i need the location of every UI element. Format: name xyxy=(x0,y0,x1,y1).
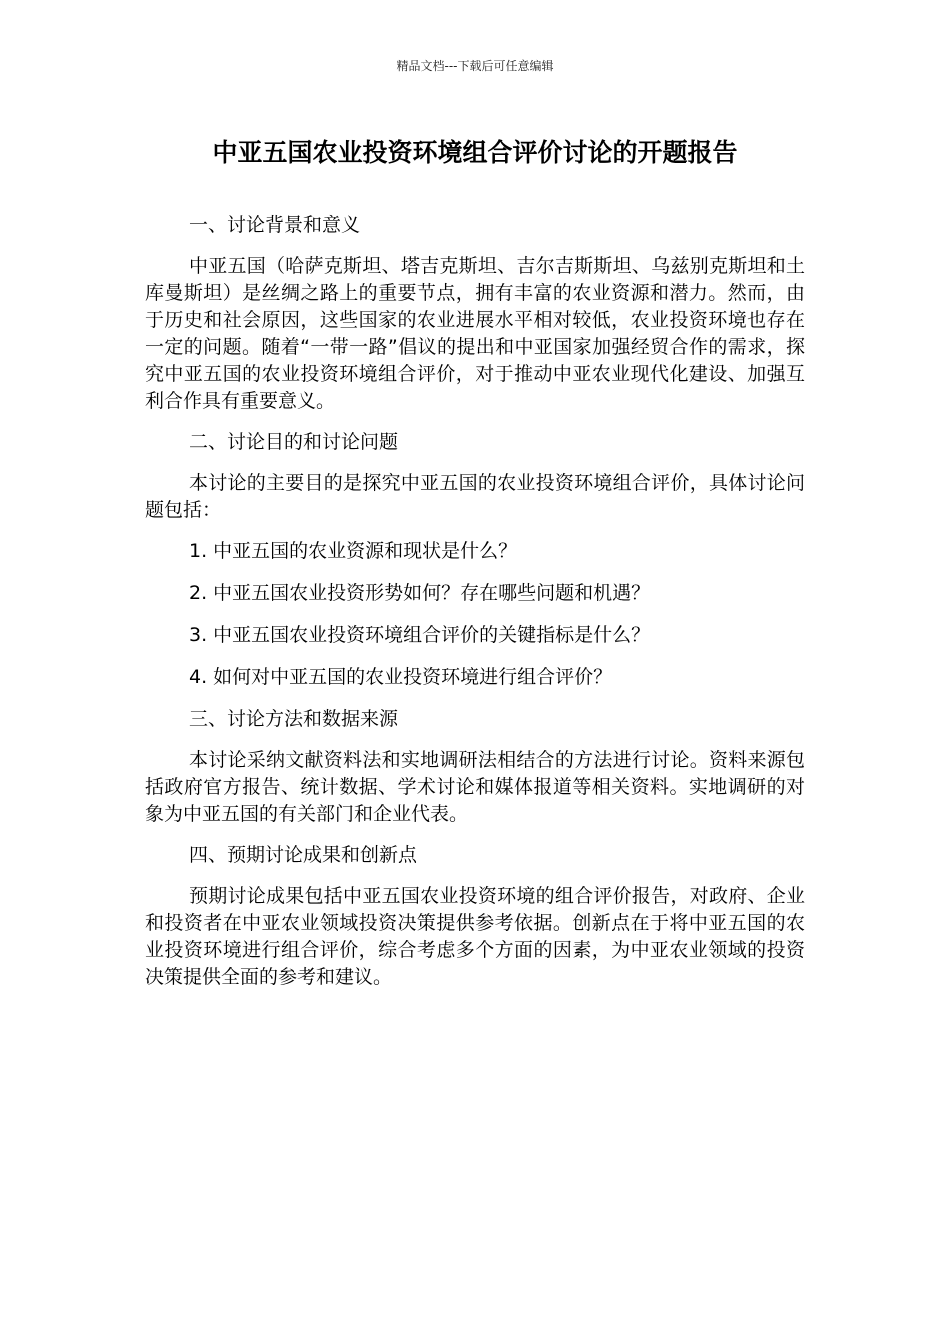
header-note: 精品文档---下载后可任意编辑 xyxy=(396,59,554,73)
section-heading-methods: 三、讨论方法和数据来源 xyxy=(189,708,399,730)
section-paragraph-objectives: 本讨论的主要目的是探究中亚五国的农业投资环境组合评价，具体讨论问题包括： xyxy=(145,472,805,521)
section-heading-background: 一、讨论背景和意义 xyxy=(189,214,361,236)
section-paragraph-methods: 本讨论采纳文献资料法和实地调研法相结合的方法进行讨论。资料来源包括政府官方报告、统计数据、学术讨论和媒体报道等相关资料。实地调研的对象为中亚五国的有关部门和企业代表。 xyxy=(145,749,805,825)
section-heading-outcomes: 四、预期讨论成果和创新点 xyxy=(189,844,418,866)
list-item: 2. 中亚五国农业投资形势如何？存在哪些问题和机遇？ xyxy=(189,582,651,604)
list-item: 3. 中亚五国农业投资环境组合评价的关键指标是什么？ xyxy=(189,624,651,646)
section-heading-objectives: 二、讨论目的和讨论问题 xyxy=(189,431,399,453)
document-title: 中亚五国农业投资环境组合评价讨论的开题报告 xyxy=(212,138,738,167)
section-paragraph-background: 中亚五国（哈萨克斯坦、塔吉克斯坦、吉尔吉斯斯坦、乌兹别克斯坦和土库曼斯坦）是丝绸之路上的重要节点，拥有丰富的农业资源和潜力。然而，由于历史和社会原因，这些国家的农业进展水平相对较低，农业投资环境也存在一定的问题。随着“一带一路”倡议的提出和中亚国家加强经贸合作的需求，探究中亚五国的农业投资环境组合评价，对于推动中亚农业现代化建设、加强互利合作具有重要意义。 xyxy=(145,255,805,412)
list-item: 1. 中亚五国的农业资源和现状是什么？ xyxy=(189,540,518,562)
section-paragraph-outcomes: 预期讨论成果包括中亚五国农业投资环境的组合评价报告，对政府、企业和投资者在中亚农业领域投资决策提供参考依据。创新点在于将中亚五国的农业投资环境进行组合评价，综合考虑多个方面的因素，为中亚农业领域的投资决策提供全面的参考和建议。 xyxy=(145,885,805,988)
list-item: 4. 如何对中亚五国的农业投资环境进行组合评价？ xyxy=(189,666,613,688)
document-body xyxy=(145,212,805,1005)
research-question-list xyxy=(145,538,805,691)
